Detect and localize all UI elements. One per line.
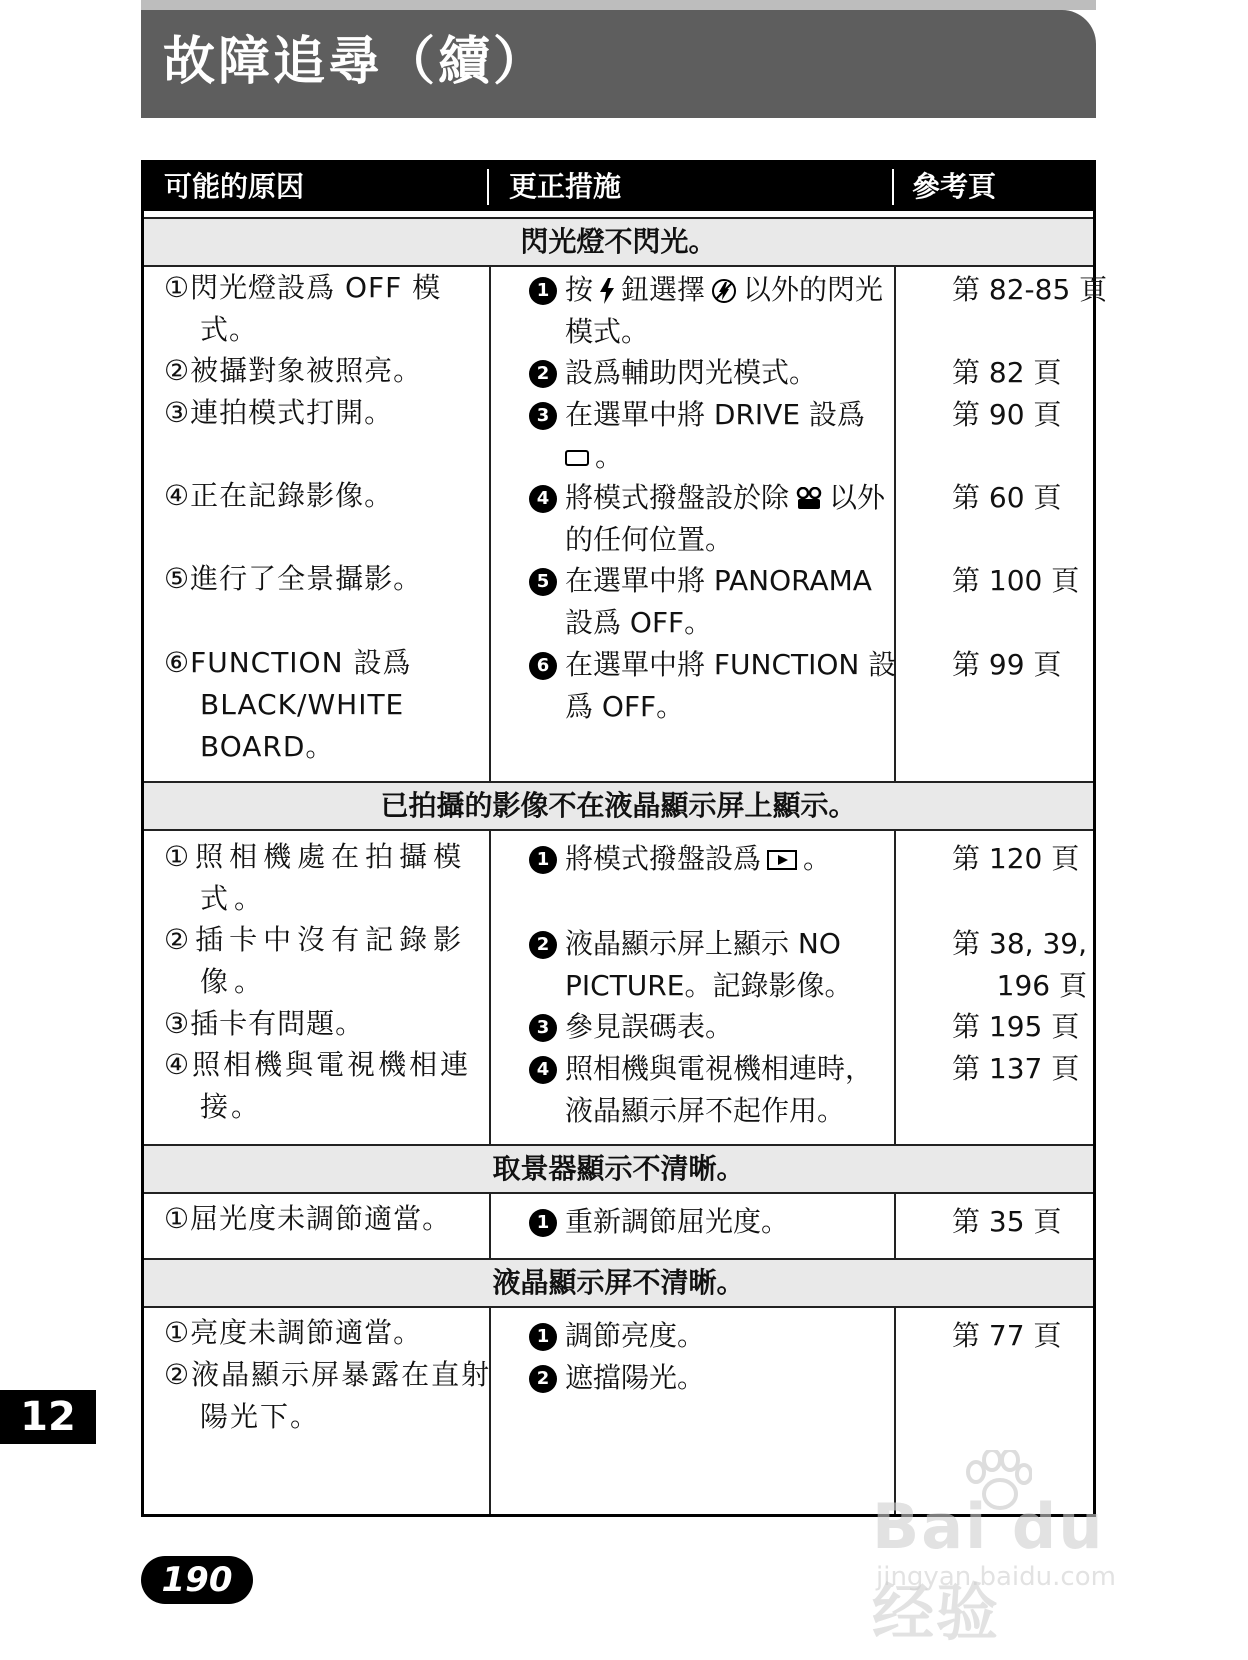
- fix-step: [529, 644, 899, 728]
- fix-text: 照相機與電視機相連時，液晶顯示屏不起作用。: [565, 1052, 874, 1127]
- cause-text: ①屈光度未調節適當。: [164, 1202, 452, 1235]
- playback-icon: [767, 850, 797, 870]
- page-number: 190: [141, 1556, 253, 1604]
- header-cause: 可能的原因: [164, 170, 305, 203]
- step-number: 1: [529, 1323, 557, 1351]
- fix-text: 液晶顯示屏上顯示 NO PICTURE。記錄影像。: [565, 927, 853, 1002]
- fix-step: 3 在選單中將 DRIVE 設爲 。: [529, 394, 899, 478]
- header-separator: [487, 169, 489, 205]
- fix-step: [529, 560, 899, 644]
- step-number: 5: [529, 568, 557, 596]
- section-heading: 閃光燈不閃光。: [144, 217, 1093, 267]
- title-banner: [141, 10, 1096, 118]
- cause-text: ②液晶顯示屏暴露在直射陽光下。: [164, 1358, 492, 1433]
- cause-text: ②插卡中沒有記錄影像。: [164, 923, 468, 998]
- fix-step: [529, 352, 899, 394]
- watermark-logo: Bai du 经验: [872, 1490, 1105, 1649]
- cause-text: ⑤進行了全景攝影。: [164, 562, 423, 595]
- chapter-tab: 12: [0, 1390, 96, 1444]
- flash-off-icon: [711, 278, 737, 304]
- single-frame-icon: [565, 450, 589, 466]
- cause-text: ①亮度未調節適當。: [164, 1316, 423, 1349]
- step-number: 3: [529, 1014, 557, 1042]
- reference-page: 第 82 頁: [952, 356, 1062, 389]
- step-number: 3: [529, 402, 557, 430]
- cause-text: ①照相機處在拍攝模式。: [164, 840, 468, 915]
- reference-page: 第 77 頁: [952, 1319, 1062, 1352]
- reference-page: 第 60 頁: [952, 481, 1062, 514]
- reference-page: 第 35 頁: [952, 1205, 1062, 1238]
- fix-step: [529, 1201, 899, 1243]
- cause-text: ①閃光燈設爲 OFF 模式。: [164, 271, 442, 346]
- fix-step: [529, 923, 899, 1007]
- reference-page: 第 90 頁: [952, 398, 1062, 431]
- step-number: 4: [529, 485, 557, 513]
- reference-page: 第 195 頁: [952, 1010, 1080, 1043]
- cause-text: ⑥FUNCTION 設爲 BLACK/WHITE BOARD。: [164, 646, 412, 763]
- step-number: 2: [529, 931, 557, 959]
- cause-text: ③插卡有問題。: [164, 1007, 365, 1040]
- header-ref: 參考頁: [912, 170, 997, 203]
- reference-page: 第 38, 39, 196 頁: [952, 927, 1087, 1002]
- header-fix: 更正措施: [509, 170, 622, 203]
- section-heading: 已拍攝的影像不在液晶顯示屏上顯示。: [144, 781, 1093, 831]
- reference-page: 第 100 頁: [952, 564, 1080, 597]
- section-heading: 液晶顯示屏不清晰。: [144, 1258, 1093, 1308]
- fix-text: 參見誤碼表。: [565, 1010, 734, 1043]
- fix-step: 1 按 鈕選擇 以外的閃光 模式。: [529, 269, 899, 353]
- fix-step: [529, 1048, 899, 1132]
- cause-text: ②被攝對象被照亮。: [164, 354, 423, 387]
- fix-text: 設爲輔助閃光模式。: [565, 356, 818, 389]
- fix-text: 在選單中將 FUNCTION 設爲 OFF。: [565, 648, 897, 723]
- reference-page: 第 137 頁: [952, 1052, 1080, 1085]
- step-number: 1: [529, 846, 557, 874]
- fix-step: [529, 1357, 899, 1399]
- step-number: 6: [529, 652, 557, 680]
- reference-page: 第 120 頁: [952, 842, 1080, 875]
- watermark: [872, 1450, 1172, 1649]
- troubleshooting-table: [141, 160, 1108, 1517]
- table-header: [144, 163, 1093, 211]
- top-strip: [141, 0, 1096, 10]
- flash-icon: [599, 278, 615, 304]
- step-number: 2: [529, 360, 557, 388]
- cause-text: ④照相機與電視機相連接。: [164, 1048, 472, 1123]
- fix-step: [529, 1006, 899, 1048]
- cause-text: ③連拍模式打開。: [164, 396, 394, 429]
- step-number: 4: [529, 1056, 557, 1084]
- fix-step: 4 將模式撥盤設於除 以外 的任何位置。: [529, 477, 899, 561]
- reference-page: 第 99 頁: [952, 648, 1062, 681]
- reference-page: 第 82-85 頁: [952, 273, 1108, 306]
- cause-text: ④正在記錄影像。: [164, 479, 394, 512]
- fix-text: 重新調節屈光度。: [565, 1205, 790, 1238]
- page-title: 故障追尋（續）: [163, 32, 549, 92]
- step-number: 2: [529, 1365, 557, 1393]
- fix-text: 遮擋陽光。: [565, 1361, 706, 1394]
- fix-text: 在選單中將 PANORAMA 設爲 OFF。: [565, 564, 872, 639]
- fix-text: 調節亮度。: [565, 1319, 706, 1352]
- watermark-url: jingyan.baidu.com: [876, 1562, 1116, 1592]
- section-heading: 取景器顯示不清晰。: [144, 1144, 1093, 1194]
- fix-step: [529, 1315, 899, 1357]
- step-number: 1: [529, 277, 557, 305]
- header-separator: [892, 169, 894, 205]
- fix-step: 1 將模式撥盤設爲 。: [529, 838, 899, 880]
- movie-mode-icon: [795, 487, 823, 511]
- step-number: 1: [529, 1209, 557, 1237]
